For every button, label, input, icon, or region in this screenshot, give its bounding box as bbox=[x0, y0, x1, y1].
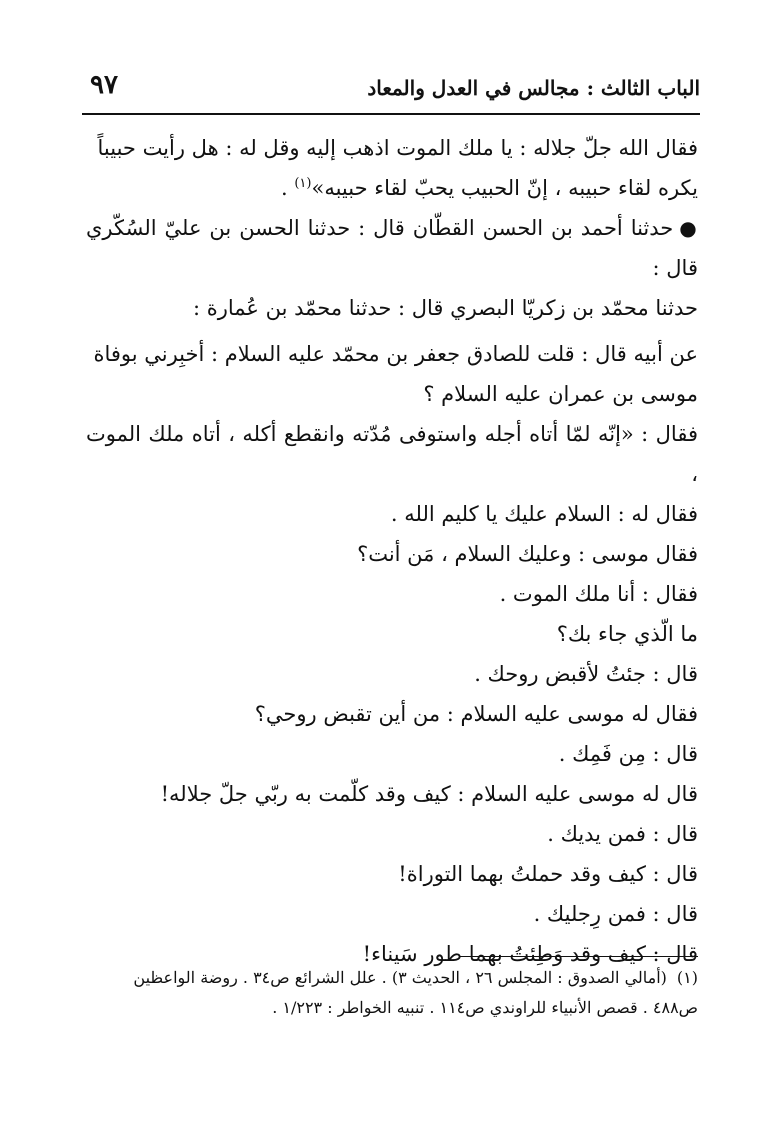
main-text bbox=[86, 128, 698, 974]
paragraph-2 bbox=[86, 208, 698, 328]
dialogue-line: قال : جئتُ لأقبض روحك . bbox=[474, 662, 698, 686]
text-line: حدثنا أحمد بن الحسن القطّان قال : حدثنا الحسن بن عليّ السُكّري قال : bbox=[86, 216, 698, 280]
running-header bbox=[82, 66, 700, 110]
dialogue-line: فقال موسى : وعليك السلام ، مَن أنت؟ bbox=[357, 542, 698, 566]
text-line: موسى بن عمران عليه السلام ؟ bbox=[423, 382, 698, 406]
dialogue-line: قال : كيف وقد وَطِئتُ بهما طور سَيناء! bbox=[362, 942, 698, 966]
footnote-text: (أمالي الصدوق : المجلس ٢٦ ، الحديث ٣) . علل الشرائع ص٣٤ . روضة الواعظين bbox=[133, 968, 667, 987]
bullet-icon: ● bbox=[679, 216, 698, 240]
chapter-title: الباب الثالث : مجالس في العدل والمعاد bbox=[367, 76, 700, 100]
dialogue-line: ما الّذي جاء بك؟ bbox=[556, 622, 698, 646]
dialogue-line: فقال : أنا ملك الموت . bbox=[499, 582, 698, 606]
footnote bbox=[86, 963, 698, 1023]
paragraph-3 bbox=[86, 334, 698, 414]
footnote-divider bbox=[460, 956, 698, 957]
dialogue-line: قال له موسى عليه السلام : كيف وقد كلّمت به ربّي جلّ جلاله! bbox=[160, 782, 698, 806]
text-line: . bbox=[280, 176, 295, 200]
text-line: فقال له : السلام عليك يا كليم الله . bbox=[390, 502, 698, 526]
text-line: يكره لقاء حبيبه ، إنّ الحبيب يحبّ لقاء حبيبه» bbox=[311, 176, 698, 200]
footnote-text: ص٤٨٨ . قصص الأنبياء للراوندي ص١١٤ . تنبيه الخواطر : ١/٢٢٣ . bbox=[272, 998, 698, 1017]
page-number: ٩٧ bbox=[90, 70, 118, 100]
text-line: فقال : «إنّه لمّا أتاه أجله واستوفى مُدّته وانقطع أكله ، أتاه ملك الموت ، bbox=[86, 422, 698, 486]
text-line: فقال الله جلّ جلاله : يا ملك الموت اذهب إليه وقل له : هل رأيت حبيباً bbox=[97, 136, 698, 160]
dialogue-line: قال : مِن فَمِك . bbox=[558, 742, 698, 766]
footnote-line bbox=[86, 963, 698, 1023]
dialogue-line: قال : كيف وقد حملتُ بهما التوراة! bbox=[398, 862, 698, 886]
text-line: عن أبيه قال : قلت للصادق جعفر بن محمّد عليه السلام : أخبِرني بوفاة bbox=[93, 342, 698, 366]
dialogue-line: قال : فمن رِجليك . bbox=[533, 902, 698, 926]
dialogue-line: قال : فمن يديك . bbox=[547, 822, 698, 846]
text-line: حدثنا محمّد بن زكريّا البصري قال : حدثنا محمّد بن عُمارة : bbox=[192, 296, 698, 320]
footnote-reference[interactable]: (١) bbox=[294, 176, 312, 191]
dialogue-line: فقال له موسى عليه السلام : من أين تقبض روحي؟ bbox=[254, 702, 698, 726]
footnote-number: (١) bbox=[676, 968, 698, 987]
paragraph-4 bbox=[86, 414, 698, 534]
paragraph-1 bbox=[86, 128, 698, 208]
header-divider bbox=[82, 113, 700, 115]
